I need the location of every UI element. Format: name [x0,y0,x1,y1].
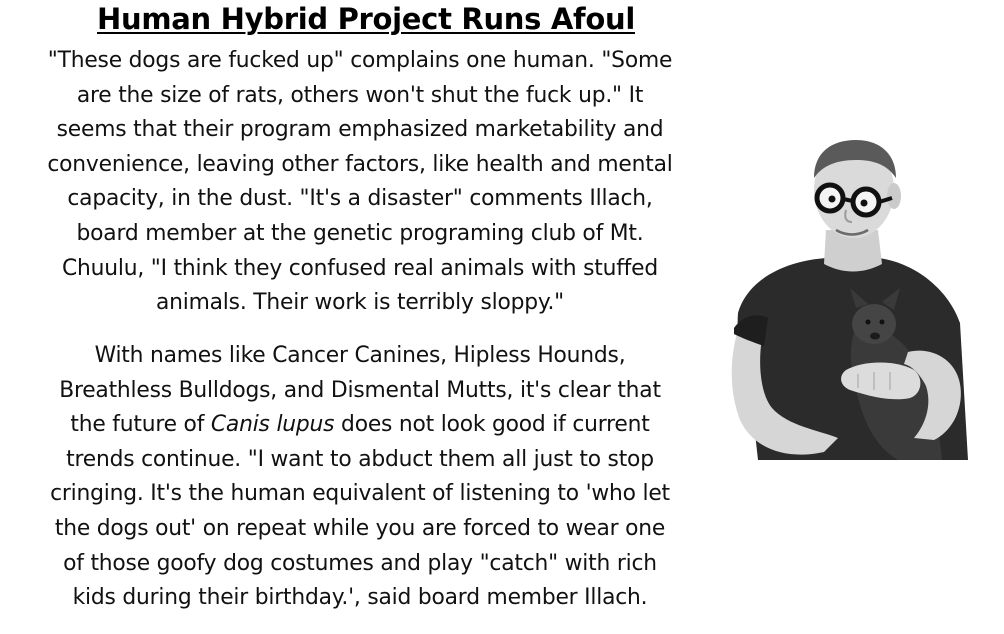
article-paragraph-2 [6,339,714,616]
paragraph-2-line: Breathless Bulldogs, and Dismental Mutts, it's clear that [59,377,661,403]
paragraph-2-line-with-species [6,408,714,443]
paragraph-1-line: animals. Their work is terribly sloppy." [155,290,565,316]
paragraph-2-line: of those goofy dog costumes and play "catch" with rich [63,550,657,576]
man-with-puppy-photo [728,138,972,464]
paragraph-1-line: are the size of rats, others won't shut the fuck up." It [76,82,644,108]
paragraph-1-line: "These dogs are fucked up" complains one human. "Some [47,48,673,73]
species-name-italic: Canis lupus [210,412,335,438]
man-with-glasses-holding-puppy-icon [728,138,972,464]
paragraph-2-line: With names like Cancer Canines, Hipless Hounds, [94,343,626,368]
paragraph-1-line: board member at the genetic programing club of Mt. [76,220,644,246]
text-before-species: the future of [70,412,211,438]
paragraph-1-line: convenience, leaving other factors, like health and mental [47,151,673,177]
text-after-species: does not look good if current [334,412,650,438]
paragraph-1-line: capacity, in the dust. "It's a disaster" comments Illach, [67,186,653,212]
article-paragraph-1 [6,44,714,321]
paragraph-2-line: kids during their birthday.', said board member Illach. [72,585,648,611]
paragraph-2-line: trends continue. "I want to abduct them all just to stop [66,446,654,472]
paragraph-2-line: the dogs out' on repeat while you are forced to wear one [54,515,666,541]
paragraph-2-line: cringing. It's the human equivalent of listening to 'who let [50,481,670,507]
article-headline: Human Hybrid Project Runs Afoul [97,2,635,36]
paragraph-1-line: Chuulu, "I think they confused real animals with stuffed [62,255,658,281]
paragraph-1-line: seems that their program emphasized marketability and [56,117,664,143]
